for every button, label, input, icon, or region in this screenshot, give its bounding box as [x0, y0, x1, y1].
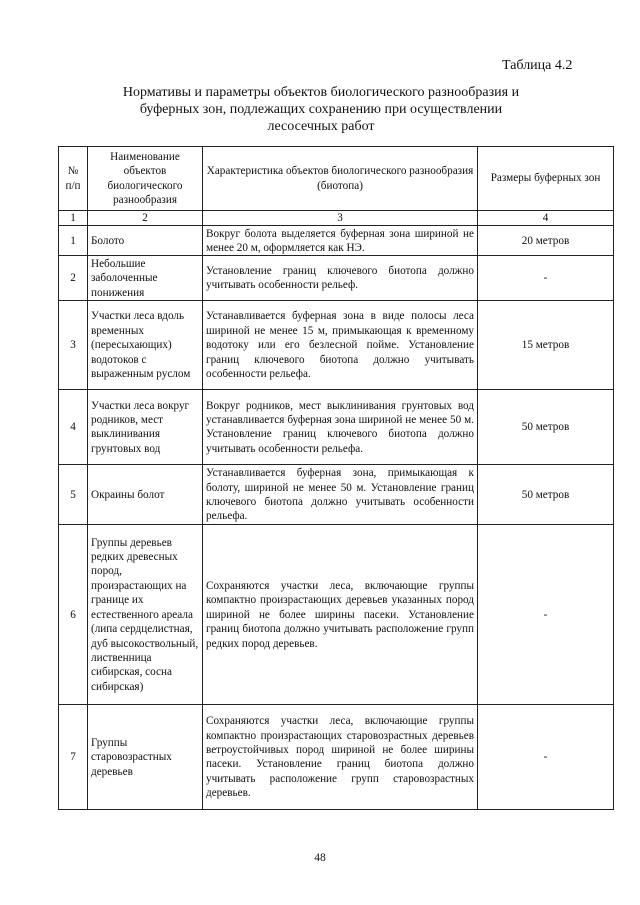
- row-num: 3: [59, 301, 88, 390]
- page-number: 48: [314, 852, 326, 864]
- row-size: -: [478, 705, 614, 810]
- table-row: [59, 705, 614, 810]
- row-desc: Устанавливается буферная зона, примыкающая к болоту, шириной не менее 50 м. Установление границ ключевого биотопа должно учитывать особенности рельефа.: [203, 465, 478, 525]
- table-row: [59, 525, 614, 705]
- row-size: -: [478, 256, 614, 301]
- row-size: 15 метров: [478, 301, 614, 390]
- column-index-row: [59, 211, 614, 226]
- row-size: 20 метров: [478, 226, 614, 256]
- row-name: Окраины болот: [88, 465, 203, 525]
- row-name: Группы деревьев редких древесных пород, произрастающих на границе их естественного ареала (липа сердцелистная, дуб высокоствольный, лиственница сибирская, сосна сибирская): [88, 525, 203, 705]
- row-num: 6: [59, 525, 88, 705]
- row-name: Группы старовозрастных деревьев: [88, 705, 203, 810]
- biodiversity-table: [58, 146, 614, 810]
- row-desc: Установление границ ключевого биотопа должно учитывать особенности рельеф.: [203, 256, 478, 301]
- header-num: № п/п: [59, 147, 88, 211]
- row-name: Участки леса вдоль временных (пересыхающих) водотоков с выраженным руслом: [88, 301, 203, 390]
- row-num: 2: [59, 256, 88, 301]
- row-desc: Вокруг родников, мест выклинивания грунтовых вод устанавливается буферная зона шириной не менее 50 м. Установление границ ключевого биотопа должно учитывать особенности рельефа.: [203, 390, 478, 465]
- table-label: Таблица 4.2: [502, 58, 573, 73]
- column-index: 4: [478, 211, 614, 226]
- row-name: Болото: [88, 226, 203, 256]
- row-num: 1: [59, 226, 88, 256]
- row-desc: Сохраняются участки леса, включающие группы компактно произрастающих деревьев указанных пород шириной не более ширины пасеки. Установление границ биотопа должно учитывать расположение групп редких пород деревьев.: [203, 525, 478, 705]
- row-desc: Вокруг болота выделяется буферная зона шириной не менее 20 м, оформляется как НЭ.: [203, 226, 478, 256]
- row-name: Участки леса вокруг родников, мест выклинивания грунтовых вод: [88, 390, 203, 465]
- table-row: [59, 390, 614, 465]
- row-desc: Сохраняются участки леса, включающие группы компактно произрастающих старовозрастных деревьев ветроустойчивых пород шириной не более ширины пасеки. Установление границ биотопа должно учитывать расположение групп старовозрастных деревьев.: [203, 705, 478, 810]
- table-row: [59, 465, 614, 525]
- row-num: 5: [59, 465, 88, 525]
- header-size: Размеры буферных зон: [478, 147, 614, 211]
- table-row: [59, 256, 614, 301]
- table-row: [59, 226, 614, 256]
- document-title: Нормативы и параметры объектов биологического разнообразия и буферных зон, подлежащих сохранению при осуществлении лесосечных работ: [122, 85, 520, 134]
- header-row: [59, 147, 614, 211]
- column-index: 3: [203, 211, 478, 226]
- table-row: [59, 301, 614, 390]
- row-num: 4: [59, 390, 88, 465]
- column-index: 2: [88, 211, 203, 226]
- row-size: 50 метров: [478, 465, 614, 525]
- column-index: 1: [59, 211, 88, 226]
- header-desc: Характеристика объектов биологического разнообразия (биотопа): [203, 147, 478, 211]
- row-size: 50 метров: [478, 390, 614, 465]
- row-desc: Устанавливается буферная зона в виде полосы леса шириной не менее 15 м, примыкающая к временному водотоку или его безлесной пойме. Установление границ ключевого биотопа должно учитывать особенности рельефа.: [203, 301, 478, 390]
- row-size: -: [478, 525, 614, 705]
- row-name: Небольшие заболоченные понижения: [88, 256, 203, 301]
- row-num: 7: [59, 705, 88, 810]
- header-name: Наименование объектов биологического разнообразия: [88, 147, 203, 211]
